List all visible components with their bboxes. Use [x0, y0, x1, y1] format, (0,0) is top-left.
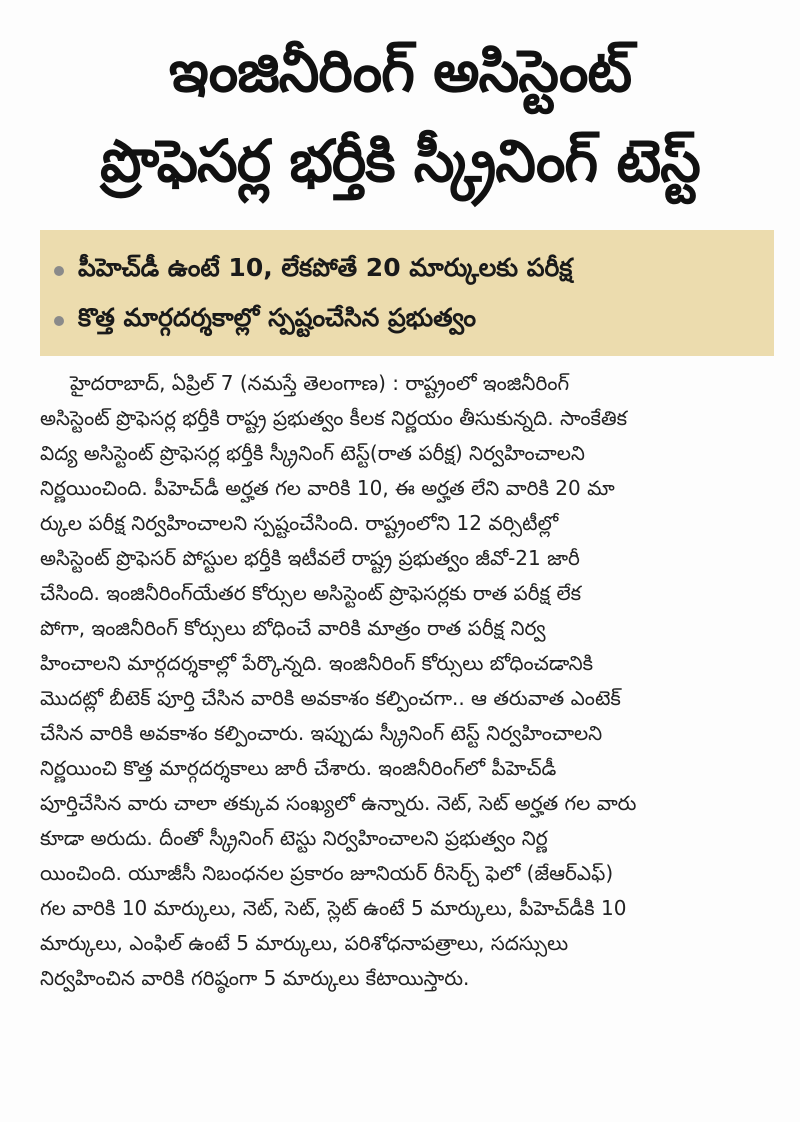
body-line: నిర్ణయించింది. పీహెచ్‌డీ అర్హత గల వారికి 10, ఈ అర్హత లేని వారికి 20 మా — [40, 476, 615, 500]
body-line: మొదట్లో బీటెక్ పూర్తి చేసిన వారికి అవకాశం కల్పించగా.. ఆ తరువాత ఎంటెక్ — [40, 686, 621, 710]
headline-line-1: ఇంజినీరింగ్ అసిస్టెంట్ — [168, 37, 632, 105]
subheading-text: కొత్త మార్గదర్శకాల్లో స్పష్టంచేసిన ప్రభుత్వం — [78, 303, 477, 332]
body-line: నిర్ణయించి కొత్త మార్గదర్శకాలు జారీ చేశారు. ఇంజినీరింగ్‌లో పీహెచ్‌డీ — [40, 756, 557, 780]
bullet-icon — [54, 316, 64, 326]
body-line: కూడా అరుదు. దీంతో స్క్రీనింగ్ టెస్టు నిర్వహించాలని ప్రభుత్వం నిర్ణ — [40, 826, 548, 850]
subheading-box — [40, 230, 774, 356]
subheading-item — [54, 296, 760, 346]
body-line: నిర్వహించిన వారికి గరిష్ఠంగా 5 మార్కులు కేటాయిస్తారు. — [40, 966, 470, 990]
body-line: పూర్తిచేసిన వారు చాలా తక్కువ సంఖ్యలో ఉన్నారు. నెట్, సెట్ అర్హత గల వారు — [40, 791, 637, 815]
body-line: విద్య అసిస్టెంట్ ప్రొఫెసర్ల భర్తీకి స్క్రీనింగ్ టెస్ట్(రాత పరీక్ష) నిర్వహించాలని — [40, 441, 585, 465]
body-line: ర్కుల పరీక్ష నిర్వహించాలని స్పష్టంచేసింది. రాష్ట్రంలోని 12 వర్సిటీల్లో — [40, 511, 559, 535]
body-line: మార్కులు, ఎంఫిల్ ఉంటే 5 మార్కులు, పరిశోధనాపత్రాలు, సదస్సులు — [40, 931, 569, 955]
body-line: పోగా, ఇంజినీరింగ్ కోర్సులు బోధించే వారికి మాత్రం రాత పరీక్ష నిర్వ — [40, 616, 546, 640]
subheading-item — [54, 246, 760, 296]
body-line: అసిస్టెంట్ ప్రొఫెసర్ల భర్తీకి రాష్ట్ర ప్రభుత్వం కీలక నిర్ణయం తీసుకున్నది. సాంకేతిక — [40, 406, 628, 430]
body-line: హైదరాబాద్, ఏప్రిల్ 7 (నమస్తే తెలంగాణ) : రాష్ట్రంలో ఇంజినీరింగ్ — [70, 371, 570, 395]
body-line: యించింది. యూజీసీ నిబంధనల ప్రకారం జూనియర్ రీసెర్చ్ ఫెలో (జేఆర్‌ఎఫ్) — [40, 861, 614, 885]
subheading-text: పీహెచ్‌డీ ఉంటే 10, లేకపోతే 20 మార్కులకు పరీక్ష — [78, 253, 573, 282]
body-line: గల వారికి 10 మార్కులు, నెట్, సెట్, స్లెట్ ఉంటే 5 మార్కులు, పీహెచ్‌డీకి 10 — [40, 896, 627, 920]
bullet-icon — [54, 266, 64, 276]
body-line: అసిస్టెంట్ ప్రొఫెసర్ పోస్టుల భర్తీకి ఇటీవలే రాష్ట్ర ప్రభుత్వం జీవో-21 జారీ — [40, 546, 580, 570]
headline-line-2: ప్రొఫెసర్ల భర్తీకి స్క్రీనింగ్ టెస్ట్ — [100, 127, 700, 195]
body-line: చేసిన వారికి అవకాశం కల్పించారు. ఇప్పుడు స్క్రీనింగ్ టెస్ట్ నిర్వహించాలని — [40, 721, 603, 745]
article-body — [40, 366, 774, 996]
article-headline — [20, 26, 780, 206]
body-line: హించాలని మార్గదర్శకాల్లో పేర్కొన్నది. ఇంజినీరింగ్ కోర్సులు బోధించడానికి — [40, 651, 594, 675]
body-line: చేసింది. ఇంజినీరింగ్‌యేతర కోర్సుల అసిస్టెంట్ ప్రొఫెసర్లకు రాత పరీక్ష లేక — [40, 581, 582, 605]
